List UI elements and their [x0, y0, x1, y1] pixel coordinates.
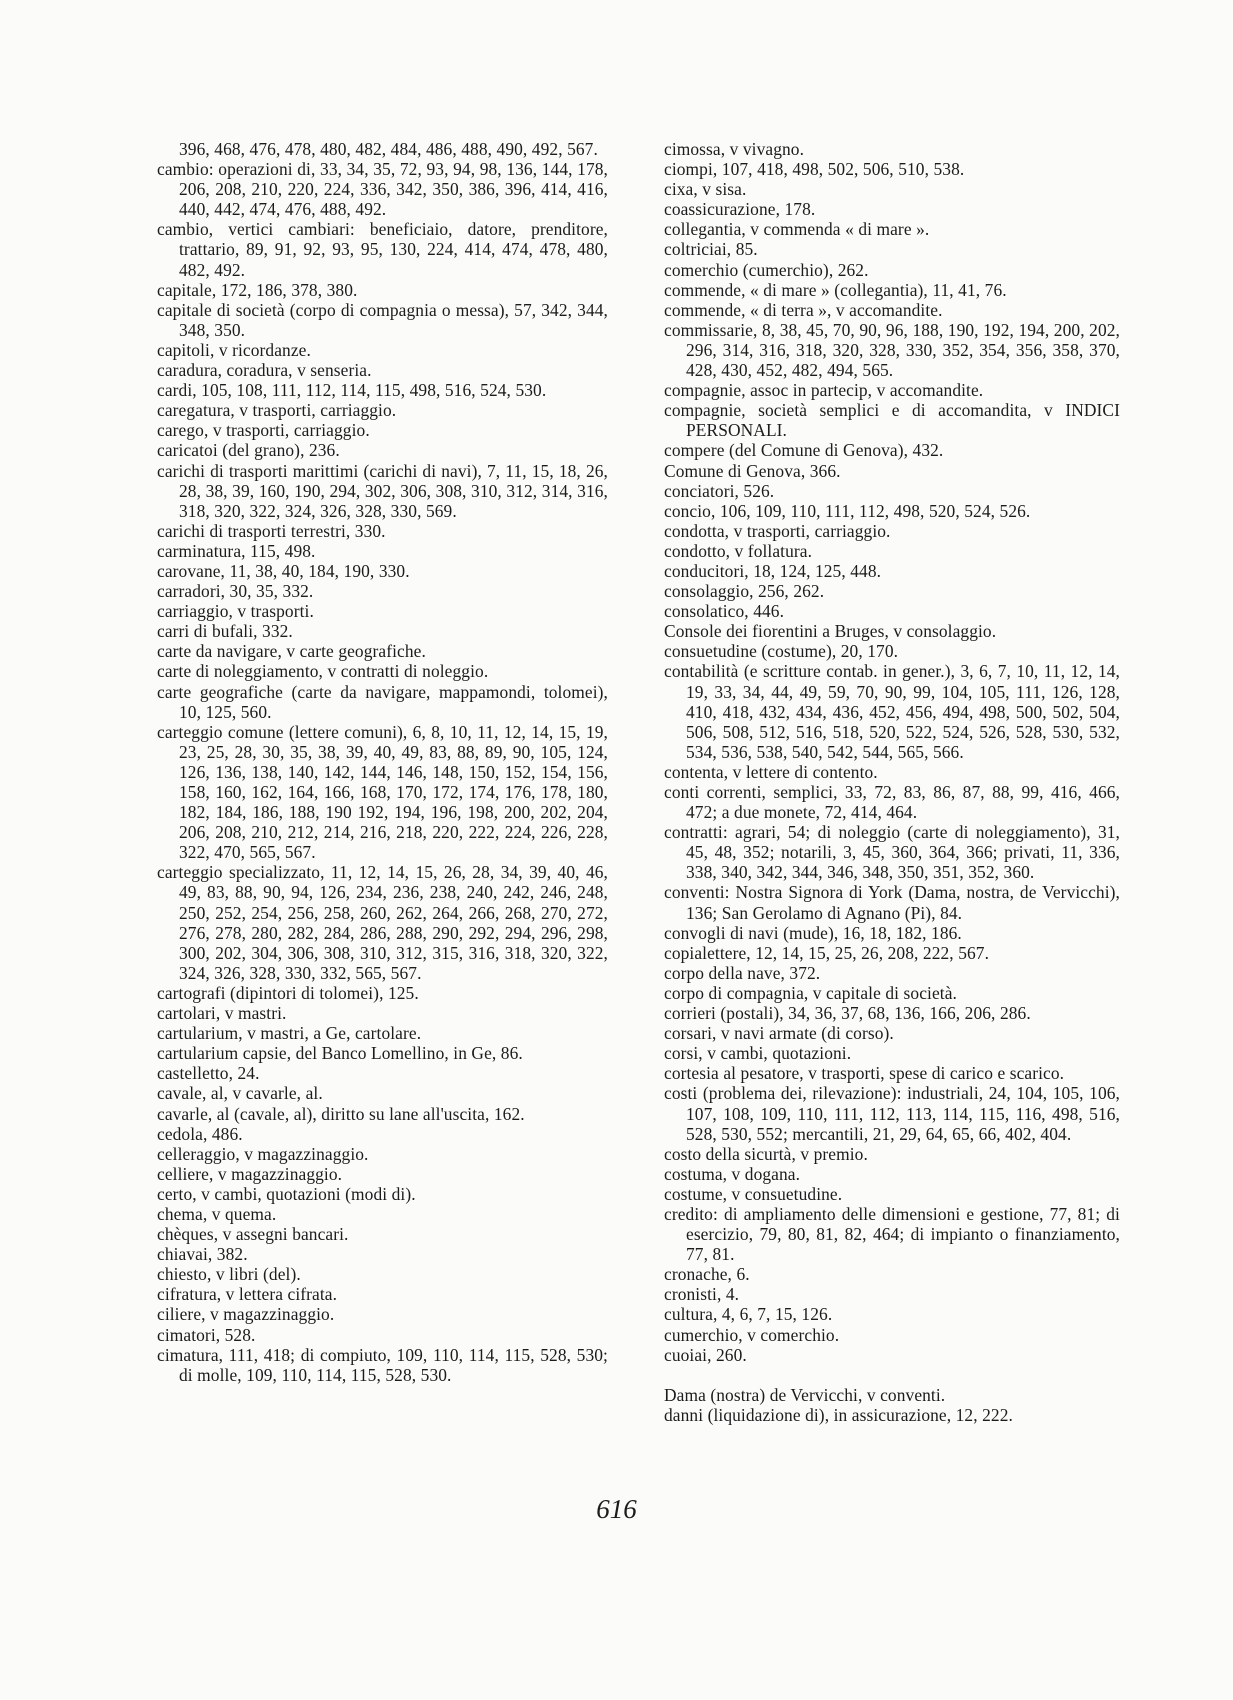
index-entry: cronisti, 4. [664, 1284, 740, 1305]
index-entry: cardi, 105, 108, 111, 112, 114, 115, 498, 516, 524, 530. [157, 380, 547, 401]
index-entry: chema, v quema. [157, 1203, 277, 1224]
index-entry: commende, « di terra », v accomandite. [664, 299, 943, 320]
index-entry: carriaggio, v trasporti. [157, 601, 314, 622]
index-entry: cimossa, v vivagno. [664, 139, 805, 159]
index-entry: cambio: operazioni di, 33, 34, 35, 72, 93, 94, 98, 136, 144, 178, 206, 208, 210, 220, 224, 336, 342, 350, 386, 396, 414, 416, 440, 442, 474, 476, 488, 492. [157, 159, 608, 220]
index-entry: conducitori, 18, 124, 125, 448. [664, 560, 882, 581]
index-entry: compagnie, società semplici e di accomandita, v INDICI PERSONALI. [664, 400, 1120, 441]
index-entry: corsari, v navi armate (di corso). [664, 1023, 894, 1044]
index-entry: consolatico, 446. [664, 601, 785, 622]
index-entry: compere (del Comune di Genova), 432. [664, 440, 944, 461]
index-entry: conti correnti, semplici, 33, 72, 83, 86, 87, 88, 99, 416, 466, 472; a due monete, 72, 414, 464. [664, 782, 1120, 823]
index-entry: cavale, al, v cavarle, al. [157, 1083, 323, 1104]
index-entry: cifratura, v lettera cifrata. [157, 1284, 338, 1305]
index-entry: cartularium, v mastri, a Ge, cartolare. [157, 1023, 422, 1044]
index-entry: capitale di società (corpo di compagnia o messa), 57, 342, 344, 348, 350. [157, 299, 608, 340]
index-entry: coltriciai, 85. [664, 239, 758, 260]
index-entry: Comune di Genova, 366. [664, 460, 841, 481]
index-entry: collegantia, v commenda « di mare ». [664, 219, 930, 240]
index-entry: certo, v cambi, quotazioni (modi di). [157, 1183, 416, 1204]
index-column-left [157, 139, 608, 1385]
index-entry: credito: di ampliamento delle dimensioni e gestione, 77, 81; di esercizio, 79, 80, 81, 82, 464; di impianto o finanziamento, 77, 81. [664, 1203, 1120, 1265]
index-entry: carminatura, 115, 498. [157, 540, 316, 561]
index-entry: convogli di navi (mude), 16, 18, 182, 186. [664, 922, 962, 943]
index-entry: chiavai, 382. [157, 1244, 248, 1265]
index-entry: celleraggio, v magazzinaggio. [157, 1143, 369, 1164]
index-entry: commissarie, 8, 38, 45, 70, 90, 96, 188, 190, 192, 194, 200, 202, 296, 314, 316, 318, 320, 328, 330, 352, 354, 356, 358, 370, 428, 430, 452, 482, 494, 565. [664, 319, 1120, 381]
index-entry: consolaggio, 256, 262. [664, 581, 825, 602]
index-entry: cartolari, v mastri. [157, 1003, 287, 1024]
index-entry: carovane, 11, 38, 40, 184, 190, 330. [157, 560, 410, 581]
index-entry: cumerchio, v comerchio. [664, 1324, 840, 1345]
index-entry: coassicurazione, 178. [664, 199, 816, 220]
index-entry: carichi di trasporti terrestri, 330. [157, 520, 386, 541]
index-entry: cimatori, 528. [157, 1324, 256, 1345]
section-gap [664, 1365, 1120, 1385]
index-entry: chiesto, v libri (del). [157, 1264, 301, 1285]
index-entry: carradori, 30, 35, 332. [157, 581, 314, 602]
index-entry: carteggio comune (lettere comuni), 6, 8, 10, 11, 12, 14, 15, 19, 23, 25, 28, 30, 35, 38, 39, 40, 49, 83, 88, 89, 90, 105, 124, 126, 136, 138, 140, 142, 144, 146, 148, 150, 152, 154, 156, 158, 160, 162, 164, 166, 168, 170, 172, 174, 176, 178, 180, 182, 184, 186, 188, 190 192, 194, 196, 198, 200, 202, 204, 206, 208, 210, 212, 214, 216, 218, 220, 222, 224, 226, 228, 322, 470, 565, 567. [157, 721, 608, 863]
index-entry: Console dei fiorentini a Bruges, v consolaggio. [664, 621, 997, 642]
index-entry: condotta, v trasporti, carriaggio. [664, 520, 891, 541]
index-entry: caradura, coradura, v senseria. [157, 360, 372, 381]
index-entry: carteggio specializzato, 11, 12, 14, 15, 26, 28, 34, 39, 40, 46, 49, 83, 88, 90, 94, 126, 234, 236, 238, 240, 242, 246, 248, 250, 252, 254, 256, 258, 260, 262, 264, 266, 268, 270, 272, 276, 278, 280, 282, 284, 286, 288, 290, 292, 294, 296, 298, 300, 202, 304, 306, 308, 310, 312, 315, 316, 318, 320, 322, 324, 326, 328, 330, 332, 565, 567. [157, 862, 608, 983]
page-number: 616 [596, 1494, 637, 1524]
index-column-right [664, 139, 1120, 1425]
index-entry: cortesia al pesatore, v trasporti, spese di carico e scarico. [664, 1063, 1065, 1084]
index-entry: carte di noleggiamento, v contratti di noleggio. [157, 661, 489, 682]
index-entry: caricatoi (del grano), 236. [157, 440, 340, 461]
index-entry: cambio, vertici cambiari: beneficiaio, datore, prenditore, trattario, 89, 91, 92, 93, 95, 130, 224, 414, 474, 478, 480, 482, 492. [157, 219, 608, 280]
index-entry: comerchio (cumerchio), 262. [664, 259, 869, 280]
index-entry: capitale, 172, 186, 378, 380. [157, 279, 358, 300]
index-entry: carte da navigare, v carte geografiche. [157, 641, 426, 662]
index-entry: costume, v consuetudine. [664, 1183, 843, 1204]
index-entry: 396, 468, 476, 478, 480, 482, 484, 486, 488, 490, 492, 567. [179, 139, 598, 159]
index-entry: costo della sicurtà, v premio. [664, 1143, 868, 1164]
index-entry: contratti: agrari, 54; di noleggio (carte di noleggiamento), 31, 45, 48, 352; notarili, 3, 45, 360, 364, 366; privati, 11, 336, 338, 340, 342, 344, 346, 348, 350, 351, 352, 360. [664, 822, 1120, 883]
index-entry: cedola, 486. [157, 1123, 243, 1144]
index-entry: corpo di compagnia, v capitale di società. [664, 982, 957, 1003]
index-entry: condotto, v follatura. [664, 540, 813, 561]
index-entry: cartografi (dipintori di tolomei), 125. [157, 982, 419, 1003]
index-entry: corpo della nave, 372. [664, 962, 821, 983]
index-entry: commende, « di mare » (collegantia), 11, 41, 76. [664, 279, 1007, 300]
index-entry: conventi: Nostra Signora di York (Dama, nostra, de Vervicchi), 136; San Gerolamo di Agnano (Pi), 84. [664, 882, 1120, 923]
index-entry: cixa, v sisa. [664, 179, 747, 200]
index-entry: ciompi, 107, 418, 498, 502, 506, 510, 538. [664, 159, 965, 180]
index-entry: copialettere, 12, 14, 15, 25, 26, 208, 222, 567. [664, 942, 990, 963]
index-entry: costi (problema dei, rilevazione): industriali, 24, 104, 105, 106, 107, 108, 109, 110, 111, 112, 113, 114, 115, 116, 498, 516, 528, 530, 552; mercantili, 21, 29, 64, 65, 66, 402, 404. [664, 1083, 1120, 1144]
index-entry: cartularium capsie, del Banco Lomellino, in Ge, 86. [157, 1043, 523, 1064]
index-entry: carichi di trasporti marittimi (carichi di navi), 7, 11, 15, 18, 26, 28, 38, 39, 160, 190, 294, 302, 306, 308, 310, 312, 314, 316, 318, 320, 322, 324, 326, 328, 330, 569. [157, 460, 608, 521]
index-entry: conciatori, 526. [664, 480, 775, 501]
index-entry: danni (liquidazione di), in assicurazione, 12, 222. [664, 1404, 1013, 1425]
index-entry: carego, v trasporti, carriaggio. [157, 420, 370, 441]
index-entry: contenta, v lettere di contento. [664, 761, 878, 782]
index-entry: concio, 106, 109, 110, 111, 112, 498, 520, 524, 526. [664, 500, 1031, 521]
index-entry: cavarle, al (cavale, al), diritto su lane all'uscita, 162. [157, 1103, 525, 1124]
index-entry: cronache, 6. [664, 1264, 750, 1285]
index-entry: corrieri (postali), 34, 36, 37, 68, 136, 166, 206, 286. [664, 1003, 1031, 1024]
index-entry: carte geografiche (carte da navigare, mappamondi, tolomei), 10, 125, 560. [157, 681, 608, 722]
index-entry: castelletto, 24. [157, 1063, 260, 1084]
index-entry: capitoli, v ricordanze. [157, 339, 311, 360]
index-entry: cultura, 4, 6, 7, 15, 126. [664, 1304, 833, 1325]
index-entry: ciliere, v magazzinaggio. [157, 1304, 335, 1325]
index-entry: costuma, v dogana. [664, 1163, 801, 1184]
index-entry: celliere, v magazzinaggio. [157, 1163, 343, 1184]
index-entry: Dama (nostra) de Vervicchi, v conventi. [664, 1384, 946, 1405]
index-entry: corsi, v cambi, quotazioni. [664, 1043, 852, 1064]
index-entry: consuetudine (costume), 20, 170. [664, 641, 899, 662]
index-entry: carri di bufali, 332. [157, 621, 293, 642]
index-entry: chèques, v assegni bancari. [157, 1224, 349, 1245]
index-entry: cimatura, 111, 418; di compiuto, 109, 110, 114, 115, 528, 530; di molle, 109, 110, 114, 115, 528, 530. [157, 1344, 608, 1385]
index-entry: compagnie, assoc in partecip, v accomandite. [664, 380, 984, 401]
index-entry: cuoiai, 260. [664, 1344, 747, 1365]
index-entry: contabilità (e scritture contab. in gener.), 3, 6, 7, 10, 11, 12, 14, 19, 33, 34, 44, 49, 59, 70, 90, 99, 104, 105, 111, 126, 128, 410, 418, 432, 434, 436, 452, 456, 494, 498, 500, 502, 504, 506, 508, 512, 516, 518, 520, 522, 524, 526, 528, 530, 532, 534, 536, 538, 540, 542, 544, 565, 566. [664, 661, 1120, 762]
index-entry: caregatura, v trasporti, carriaggio. [157, 400, 397, 421]
